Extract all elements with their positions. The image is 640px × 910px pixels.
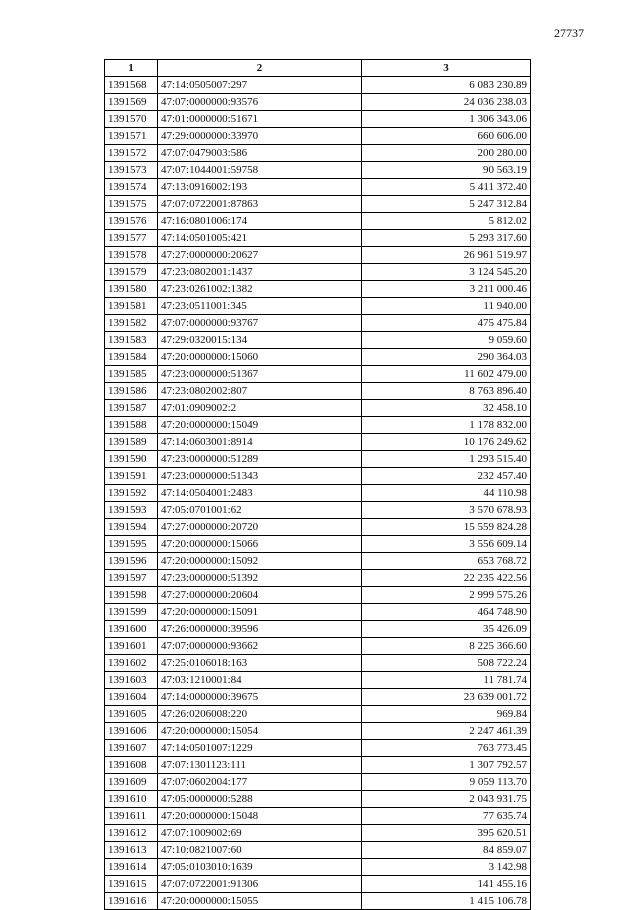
table-row (105, 706, 531, 723)
row-number-cell: 1391601 (105, 638, 158, 655)
value-cell: 2 999 575.26 (362, 587, 531, 604)
row-number-cell: 1391580 (105, 281, 158, 298)
cadastral-number-cell: 47:26:0000000:39596 (158, 621, 362, 638)
table-row (105, 842, 531, 859)
cadastral-value-table (104, 59, 531, 910)
row-number-cell: 1391571 (105, 128, 158, 145)
value-cell: 9 059.60 (362, 332, 531, 349)
value-cell: 1 415 106.78 (362, 893, 531, 910)
value-cell: 24 036 238.03 (362, 94, 531, 111)
table-row (105, 128, 531, 145)
row-number-cell: 1391586 (105, 383, 158, 400)
row-number-cell: 1391597 (105, 570, 158, 587)
value-cell: 5 812.02 (362, 213, 531, 230)
cadastral-number-cell: 47:07:0000000:93662 (158, 638, 362, 655)
cadastral-number-cell: 47:23:0000000:51289 (158, 451, 362, 468)
value-cell: 3 124 545.20 (362, 264, 531, 281)
row-number-cell: 1391579 (105, 264, 158, 281)
row-number-cell: 1391568 (105, 77, 158, 94)
cadastral-number-cell: 47:07:0000000:93767 (158, 315, 362, 332)
table-row (105, 111, 531, 128)
row-number-cell: 1391602 (105, 655, 158, 672)
table-row (105, 400, 531, 417)
cadastral-number-cell: 47:20:0000000:15060 (158, 349, 362, 366)
cadastral-number-cell: 47:03:1210001:84 (158, 672, 362, 689)
row-number-cell: 1391604 (105, 689, 158, 706)
table-row (105, 553, 531, 570)
cadastral-number-cell: 47:27:0000000:20604 (158, 587, 362, 604)
value-cell: 11 781.74 (362, 672, 531, 689)
row-number-cell: 1391603 (105, 672, 158, 689)
value-cell: 3 570 678.93 (362, 502, 531, 519)
cadastral-number-cell: 47:20:0000000:15091 (158, 604, 362, 621)
table-row (105, 519, 531, 536)
table-header-row (105, 60, 531, 77)
cadastral-number-cell: 47:16:0801006:174 (158, 213, 362, 230)
table-row (105, 893, 531, 910)
row-number-cell: 1391573 (105, 162, 158, 179)
table-row (105, 587, 531, 604)
cadastral-number-cell: 47:20:0000000:15049 (158, 417, 362, 434)
row-number-cell: 1391570 (105, 111, 158, 128)
value-cell: 5 411 372.40 (362, 179, 531, 196)
cadastral-number-cell: 47:07:0722001:87863 (158, 196, 362, 213)
cadastral-number-cell: 47:05:0000000:5288 (158, 791, 362, 808)
row-number-cell: 1391594 (105, 519, 158, 536)
table-row (105, 145, 531, 162)
table-row (105, 859, 531, 876)
value-cell: 2 043 931.75 (362, 791, 531, 808)
cadastral-number-cell: 47:23:0802001:1437 (158, 264, 362, 281)
table-row (105, 672, 531, 689)
row-number-cell: 1391609 (105, 774, 158, 791)
table-row (105, 298, 531, 315)
column-header-2: 2 (158, 60, 362, 77)
value-cell: 141 455.16 (362, 876, 531, 893)
value-cell: 2 247 461.39 (362, 723, 531, 740)
cadastral-number-cell: 47:23:0000000:51343 (158, 468, 362, 485)
value-cell: 15 559 824.28 (362, 519, 531, 536)
cadastral-number-cell: 47:20:0000000:15092 (158, 553, 362, 570)
table-row (105, 757, 531, 774)
value-cell: 77 635.74 (362, 808, 531, 825)
table-row (105, 536, 531, 553)
cadastral-number-cell: 47:27:0000000:20720 (158, 519, 362, 536)
cadastral-number-cell: 47:14:0501005:421 (158, 230, 362, 247)
value-cell: 464 748.90 (362, 604, 531, 621)
value-cell: 84 859.07 (362, 842, 531, 859)
table-row (105, 230, 531, 247)
row-number-cell: 1391610 (105, 791, 158, 808)
cadastral-number-cell: 47:07:0722001:91306 (158, 876, 362, 893)
row-number-cell: 1391589 (105, 434, 158, 451)
table-row (105, 468, 531, 485)
value-cell: 763 773.45 (362, 740, 531, 757)
row-number-cell: 1391583 (105, 332, 158, 349)
row-number-cell: 1391608 (105, 757, 158, 774)
table-row (105, 349, 531, 366)
cadastral-number-cell: 47:20:0000000:15066 (158, 536, 362, 553)
row-number-cell: 1391587 (105, 400, 158, 417)
row-number-cell: 1391596 (105, 553, 158, 570)
row-number-cell: 1391599 (105, 604, 158, 621)
value-cell: 11 940.00 (362, 298, 531, 315)
table-row (105, 604, 531, 621)
table-row (105, 791, 531, 808)
row-number-cell: 1391595 (105, 536, 158, 553)
cadastral-number-cell: 47:10:0821007:60 (158, 842, 362, 859)
table-row (105, 876, 531, 893)
value-cell: 1 306 343.06 (362, 111, 531, 128)
value-cell: 395 620.51 (362, 825, 531, 842)
value-cell: 32 458.10 (362, 400, 531, 417)
row-number-cell: 1391600 (105, 621, 158, 638)
row-number-cell: 1391606 (105, 723, 158, 740)
row-number-cell: 1391598 (105, 587, 158, 604)
row-number-cell: 1391585 (105, 366, 158, 383)
row-number-cell: 1391592 (105, 485, 158, 502)
value-cell: 26 961 519.97 (362, 247, 531, 264)
value-cell: 200 280.00 (362, 145, 531, 162)
value-cell: 35 426.09 (362, 621, 531, 638)
row-number-cell: 1391590 (105, 451, 158, 468)
value-cell: 10 176 249.62 (362, 434, 531, 451)
table-row (105, 825, 531, 842)
row-number-cell: 1391577 (105, 230, 158, 247)
cadastral-number-cell: 47:14:0504001:2483 (158, 485, 362, 502)
table-row (105, 162, 531, 179)
value-cell: 90 563.19 (362, 162, 531, 179)
cadastral-number-cell: 47:13:0916002:193 (158, 179, 362, 196)
table-row (105, 332, 531, 349)
value-cell: 22 235 422.56 (362, 570, 531, 587)
row-number-cell: 1391574 (105, 179, 158, 196)
value-cell: 9 059 113.70 (362, 774, 531, 791)
table-row (105, 774, 531, 791)
row-number-cell: 1391607 (105, 740, 158, 757)
cadastral-number-cell: 47:07:0602004:177 (158, 774, 362, 791)
cadastral-number-cell: 47:07:0479003:586 (158, 145, 362, 162)
cadastral-number-cell: 47:23:0000000:51367 (158, 366, 362, 383)
cadastral-number-cell: 47:07:0000000:93576 (158, 94, 362, 111)
row-number-cell: 1391616 (105, 893, 158, 910)
cadastral-number-cell: 47:23:0511001:345 (158, 298, 362, 315)
value-cell: 1 293 515.40 (362, 451, 531, 468)
row-number-cell: 1391614 (105, 859, 158, 876)
row-number-cell: 1391578 (105, 247, 158, 264)
row-number-cell: 1391613 (105, 842, 158, 859)
value-cell: 11 602 479.00 (362, 366, 531, 383)
row-number-cell: 1391582 (105, 315, 158, 332)
row-number-cell: 1391593 (105, 502, 158, 519)
table-row (105, 502, 531, 519)
value-cell: 44 110.98 (362, 485, 531, 502)
value-cell: 969.84 (362, 706, 531, 723)
table-row (105, 77, 531, 94)
value-cell: 660 606.00 (362, 128, 531, 145)
cadastral-number-cell: 47:20:0000000:15054 (158, 723, 362, 740)
cadastral-number-cell: 47:26:0206008:220 (158, 706, 362, 723)
page-number: 27737 (554, 26, 584, 40)
cadastral-number-cell: 47:20:0000000:15048 (158, 808, 362, 825)
cadastral-number-cell: 47:20:0000000:15055 (158, 893, 362, 910)
value-cell: 508 722.24 (362, 655, 531, 672)
value-cell: 232 457.40 (362, 468, 531, 485)
value-cell: 3 556 609.14 (362, 536, 531, 553)
row-number-cell: 1391569 (105, 94, 158, 111)
table-row (105, 621, 531, 638)
value-cell: 8 225 366.60 (362, 638, 531, 655)
value-cell: 290 364.03 (362, 349, 531, 366)
cadastral-number-cell: 47:14:0501007:1229 (158, 740, 362, 757)
cadastral-number-cell: 47:23:0000000:51392 (158, 570, 362, 587)
cadastral-number-cell: 47:14:0505007:297 (158, 77, 362, 94)
table-row (105, 808, 531, 825)
table-row (105, 451, 531, 468)
row-number-cell: 1391576 (105, 213, 158, 230)
table-row (105, 281, 531, 298)
cadastral-number-cell: 47:23:0261002:1382 (158, 281, 362, 298)
row-number-cell: 1391581 (105, 298, 158, 315)
row-number-cell: 1391615 (105, 876, 158, 893)
cadastral-number-cell: 47:01:0909002:2 (158, 400, 362, 417)
cadastral-number-cell: 47:25:0106018:163 (158, 655, 362, 672)
table-row (105, 383, 531, 400)
table-row (105, 94, 531, 111)
column-header-3: 3 (362, 60, 531, 77)
cadastral-number-cell: 47:27:0000000:20627 (158, 247, 362, 264)
table-row (105, 264, 531, 281)
value-cell: 3 211 000.46 (362, 281, 531, 298)
cadastral-number-cell: 47:23:0802002:807 (158, 383, 362, 400)
row-number-cell: 1391575 (105, 196, 158, 213)
table-row (105, 247, 531, 264)
table-row (105, 689, 531, 706)
row-number-cell: 1391572 (105, 145, 158, 162)
table-row (105, 638, 531, 655)
cadastral-number-cell: 47:05:0103010:1639 (158, 859, 362, 876)
cadastral-number-cell: 47:07:1044001:59758 (158, 162, 362, 179)
table-row (105, 366, 531, 383)
column-header-1: 1 (105, 60, 158, 77)
value-cell: 3 142.98 (362, 859, 531, 876)
table-row (105, 179, 531, 196)
row-number-cell: 1391605 (105, 706, 158, 723)
table-row (105, 723, 531, 740)
value-cell: 653 768.72 (362, 553, 531, 570)
cadastral-number-cell: 47:05:0701001:62 (158, 502, 362, 519)
table-row (105, 196, 531, 213)
value-cell: 5 293 317.60 (362, 230, 531, 247)
table-row (105, 655, 531, 672)
table-body (105, 77, 531, 910)
table-row (105, 740, 531, 757)
table-row (105, 434, 531, 451)
value-cell: 475 475.84 (362, 315, 531, 332)
cadastral-number-cell: 47:07:1009002:69 (158, 825, 362, 842)
value-cell: 8 763 896.40 (362, 383, 531, 400)
row-number-cell: 1391591 (105, 468, 158, 485)
value-cell: 5 247 312.84 (362, 196, 531, 213)
cadastral-number-cell: 47:14:0603001:8914 (158, 434, 362, 451)
table-row (105, 213, 531, 230)
table-row (105, 417, 531, 434)
cadastral-number-cell: 47:01:0000000:51671 (158, 111, 362, 128)
value-cell: 23 639 001.72 (362, 689, 531, 706)
row-number-cell: 1391584 (105, 349, 158, 366)
cadastral-number-cell: 47:07:1301123:111 (158, 757, 362, 774)
cadastral-number-cell: 47:14:0000000:39675 (158, 689, 362, 706)
cadastral-number-cell: 47:29:0000000:33970 (158, 128, 362, 145)
row-number-cell: 1391588 (105, 417, 158, 434)
table-row (105, 315, 531, 332)
value-cell: 1 178 832.00 (362, 417, 531, 434)
row-number-cell: 1391612 (105, 825, 158, 842)
table-row (105, 570, 531, 587)
value-cell: 6 083 230.89 (362, 77, 531, 94)
row-number-cell: 1391611 (105, 808, 158, 825)
table-row (105, 485, 531, 502)
cadastral-number-cell: 47:29:0320015:134 (158, 332, 362, 349)
value-cell: 1 307 792.57 (362, 757, 531, 774)
